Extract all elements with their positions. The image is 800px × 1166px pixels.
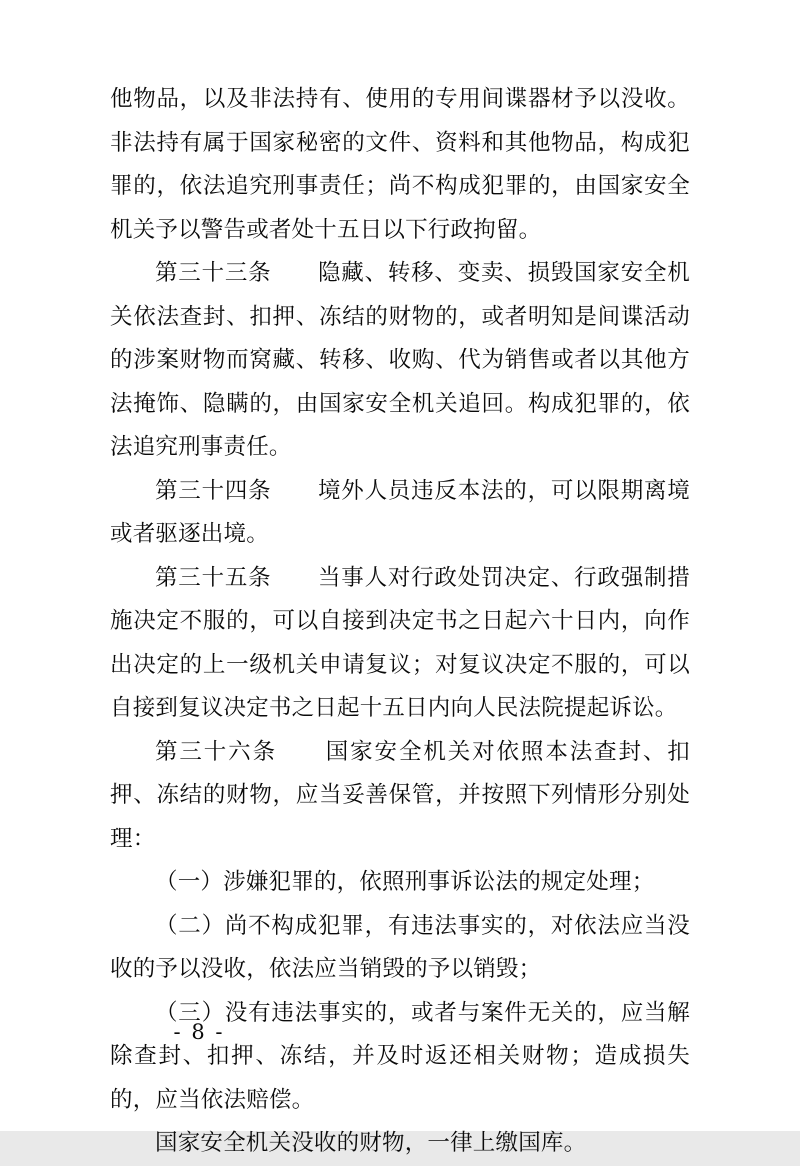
paragraph-closing: 国家安全机关没收的财物，一律上缴国库。 [155, 1130, 587, 1156]
paragraph-continuation: 他物品，以及非法持有、使用的专用间谍器材予以没收。非法持有属于国家秘密的文件、资料和其他物品，构成犯罪的，依法追究刑事责任；尚不构成犯罪的，由国家安全机关予以警告或者处十五日以下行政拘留。 [110, 86, 690, 243]
page-number [0, 1020, 800, 1044]
paragraph-article-35: 第三十五条 当事人对行政处罚决定、行政强制措施决定不服的，可以自接到决定书之日起六十日内，向作出决定的上一级机关申请复议；对复议决定不服的，可以自接到复议决定书之日起十五日内向人民法院提起诉讼。 [110, 564, 690, 721]
page-number-label: - 8 - [173, 1020, 225, 1044]
paragraph-item-1: （一）涉嫌犯罪的，依照刑事诉讼法的规定处理； [155, 869, 655, 895]
paragraph-article-34: 第三十四条 境外人员违反本法的，可以限期离境或者驱逐出境。 [110, 477, 690, 547]
paragraph-article-33: 第三十三条 隐藏、转移、变卖、损毁国家安全机关依法查封、扣押、冻结的财物的，或者明知是间谍活动的涉案财物而窝藏、转移、收购、代为销售或者以其他方法掩饰、隐瞒的，由国家安全机关追回。构成犯罪的，依法追究刑事责任。 [110, 260, 690, 460]
paragraph-article-36: 第三十六条 国家安全机关对依照本法查封、扣押、冻结的财物，应当妥善保管，并按照下列情形分别处理： [110, 738, 690, 852]
paragraph-item-3: （三）没有违法事实的，或者与案件无关的，应当解除查封、扣押、冻结，并及时返还相关财物；造成损失的，应当依法赔偿。 [110, 999, 690, 1113]
paragraph-item-2: （二）尚不构成犯罪，有违法事实的，对依法应当没收的予以没收，依法应当销毁的予以销毁； [110, 912, 690, 982]
page-body-text [110, 78, 690, 1166]
